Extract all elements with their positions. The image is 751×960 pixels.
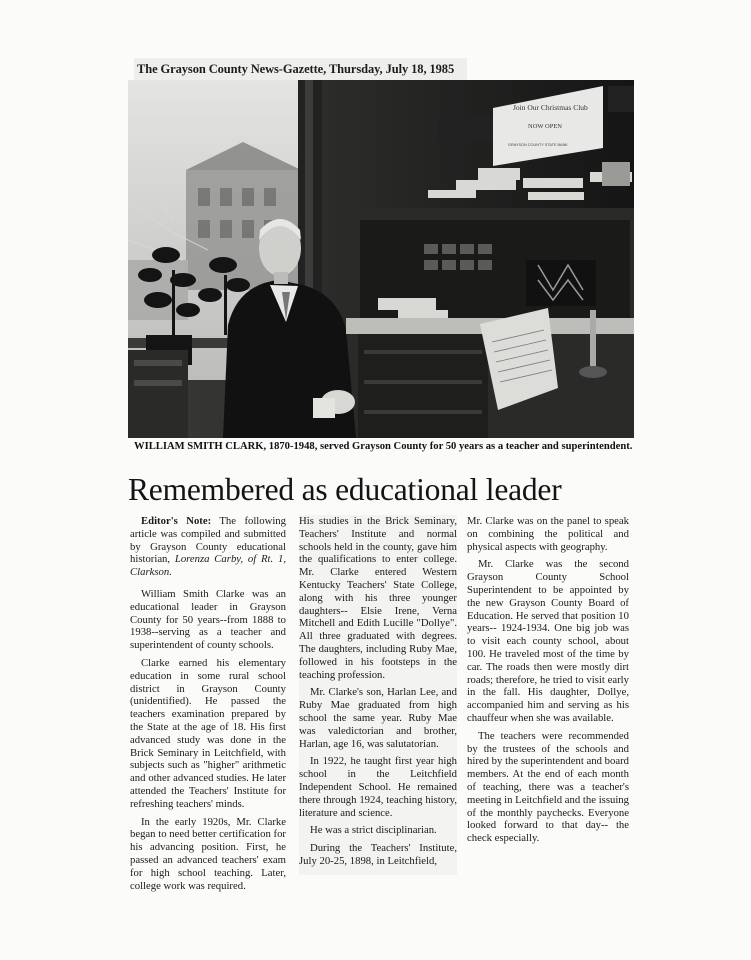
paragraph: In 1922, he taught first year high school in the Leitchfield Independent School. He remained there through 1924, teaching history, literature and science. [299,755,457,819]
office-photo-illustration [128,80,634,438]
paragraph: His studies in the Brick Seminary, Teachers' Institute and normal schools held in the county, gave him the qualifications to enter college. Mr. Clarke entered Western Kentucky Teachers' State College, along with his three younger daughters-- Elsie Irene, Verna Mitchell and Edith Lucille "Dollye". All three graduated with degrees. The daughters, including Ruby Mae, followed in his footsteps in the teaching profession. [299,515,457,681]
editors-note-label: Editor's Note: [141,515,212,527]
article-column-1 [130,515,286,892]
newspaper-masthead: The Grayson County News-Gazette, Thursday, July 18, 1985 [134,58,467,81]
sign-line-2: NOW OPEN [528,123,563,130]
paragraph: Mr. Clarke's son, Harlan Lee, and Ruby Mae graduated from high school the same year. Ruby Mae was valedictorian and brother, Harlan, age 16, was salutatorian. [299,686,457,750]
paragraph: During the Teachers' Institute, July 20-25, 1898, in Leitchfield, [299,842,457,867]
article-column-3 [467,515,629,867]
paragraph: William Smith Clarke was an educational leader in Grayson County for 50 years--from 1888 to 1938--serving as a teacher and superintendent of county schools. [130,587,286,652]
paragraph: Clarke earned his elementary education in some rural school district in Grayson County (unidentified). He passed the teachers examination prepared by the State at the age of 18. His first advanced study was done in the Brick Seminary in Leitchfield, with subjects such as "higher" arithmetic and other advanced studies. He later attended the Teachers' Institute for refreshing teachers' minds. [130,656,286,810]
paragraph: In the early 1920s, Mr. Clarke began to need better certification for his advancing position. First, he passed an advanced teachers' exam for high school teaching. Later, college work was required. [130,815,286,892]
article-column-2 [299,515,457,875]
editors-note-text: The following article was compiled and submitted by Grayson County educational historian, [130,515,286,566]
article-headline: Remembered as educational leader [128,472,562,507]
editors-note-byline: Lorenza Carby, of Rt. 1, Clarkson. [130,553,286,579]
paragraph: The teachers were recommended by the trustees of the schools and hired by the superintendent and board members. At the end of each month of teaching, there was a teacher's meeting in Leitchfield and the issuing of the monthly paychecks. Everyone looked forward to that day-- the check especially. [467,729,629,845]
sign-line-1: Join Our Christmas Club [513,103,588,112]
sign-line-3: GRAYSON COUNTY STATE BANK [508,143,568,147]
photo-caption: WILLIAM SMITH CLARK, 1870-1948, served Grayson County for 50 years as a teacher and superintendent. [134,441,633,452]
paragraph: Mr. Clarke was on the panel to speak on combining the political and physical aspects with geography. [467,515,629,553]
editors-note [130,515,286,579]
article-photo [128,80,634,438]
paragraph: He was a strict disciplinarian. [310,824,437,837]
paragraph: Mr. Clarke was the second Grayson County School Superintendent to be appointed by the new Grayson County Board of Education. He served that position 10 years-- 1924-1934. One big job was to visit each county school, about 100. He traveled most of the time by car. The roads then were mostly dirt roads; therefore, he tried to visit early in the fall. His daughter, Dollye, accompanied him and serving as his chauffeur when she was available. [467,558,629,724]
